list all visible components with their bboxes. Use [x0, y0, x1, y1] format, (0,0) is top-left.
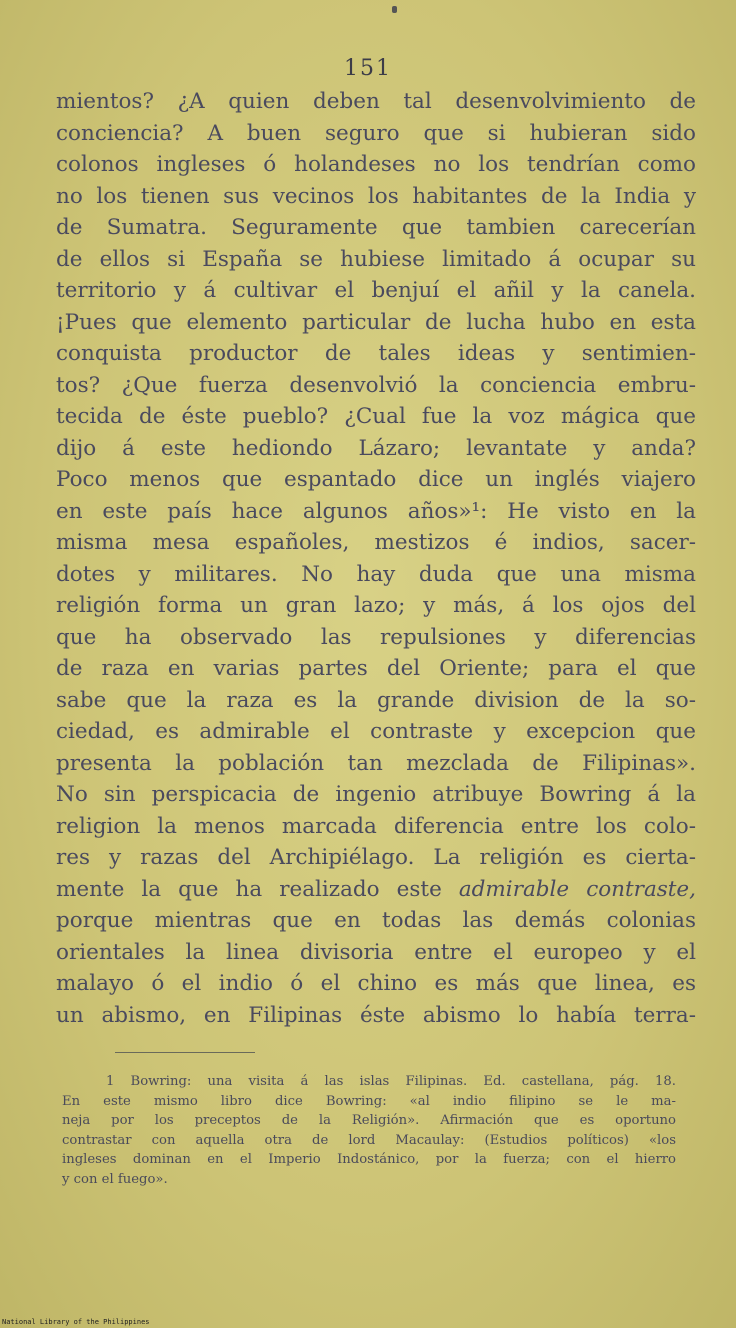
body-text: [56, 86, 696, 1031]
text-line: malayo ó el indio ó el chino es más que linea, es: [56, 971, 696, 996]
text-line: tos? ¿Que fuerza desenvolvió la conciencia embru-: [56, 372, 696, 398]
footnote-line: y con el fuego».: [62, 1171, 168, 1187]
text-line: dijo á este hediondo Lázaro; levantate y anda?: [56, 435, 696, 461]
text-line: de raza en varias partes del Oriente; para el que: [56, 656, 696, 681]
text-line: orientales la linea divisoria entre el europeo y el: [56, 939, 696, 965]
italic-phrase: admirable contraste,: [458, 876, 696, 902]
text-line: mientos? ¿A quien deben tal desenvolvimiento de: [56, 89, 696, 114]
text-line: conciencia? A buen seguro que si hubieran sido: [56, 120, 696, 146]
text-line-with-italic: [56, 874, 696, 906]
text-line: colonos ingleses ó holandeses no los tendrían como: [56, 152, 696, 177]
text-line: presenta la población tan mezclada de Filipinas».: [56, 750, 696, 776]
footnote-line: neja por los preceptos de la Religión». Afirmación que es oportuno: [62, 1113, 676, 1128]
text-line: que ha observado las repulsiones y diferencias: [56, 624, 696, 650]
library-credit: National Library of the Philippines: [2, 1318, 150, 1326]
text-line: ¡Pues que elemento particular de lucha hubo en esta: [56, 309, 696, 335]
text-line: religión forma un gran lazo; y más, á los ojos del: [56, 593, 696, 618]
text-line: no los tienen sus vecinos los habitantes de la India y: [56, 183, 696, 209]
text-line: un abismo, en Filipinas éste abismo lo había terra-: [56, 1002, 696, 1028]
text-line: Poco menos que espantado dice un inglés viajero: [56, 467, 696, 492]
ink-dot: [392, 6, 397, 13]
footnote-line: 1 Bowring: una visita á las islas Filipinas. Ed. castellana, pág. 18.: [106, 1074, 676, 1089]
footnote-line: contrastar con aquella otra de lord Macaulay: (Estudios políticos) «los: [62, 1132, 676, 1148]
page-number: 151: [344, 56, 392, 81]
text-line: porque mientras que en todas las demás colonias: [56, 908, 696, 933]
text-fragment: mente la que ha realizado este: [56, 876, 442, 902]
text-line: en este país hace algunos años»¹: He visto en la: [56, 498, 696, 524]
footnote-line: En este mismo libro dice Bowring: «al indio filipino se le ma-: [62, 1093, 676, 1109]
text-line: ciedad, es admirable el contraste y excepcion que: [56, 719, 696, 744]
text-line: res y razas del Archipiélago. La religión es cierta-: [56, 845, 696, 870]
text-line: de ellos si España se hubiese limitado á ocupar su: [56, 246, 696, 272]
text-line: de Sumatra. Seguramente que tambien carecerían: [56, 215, 696, 240]
text-line: tecida de éste pueblo? ¿Cual fue la voz mágica que: [56, 404, 696, 429]
text-line: territorio y á cultivar el benjuí el añil y la canela.: [56, 278, 696, 303]
footnote-divider: [115, 1052, 255, 1053]
text-line: sabe que la raza es la grande division de la so-: [56, 687, 696, 713]
footnote-line: ingleses dominan en el Imperio Indostánico, por la fuerza; con el hierro: [62, 1152, 676, 1167]
footnote: [62, 1072, 676, 1189]
text-line: religion la menos marcada diferencia entre los colo-: [56, 813, 696, 839]
text-line: conquista productor de tales ideas y sentimien-: [56, 341, 696, 366]
text-line: No sin perspicacia de ingenio atribuye Bowring á la: [56, 782, 696, 807]
text-line: dotes y militares. No hay duda que una misma: [56, 561, 696, 587]
text-line: misma mesa españoles, mestizos é indios, sacer-: [56, 530, 696, 555]
